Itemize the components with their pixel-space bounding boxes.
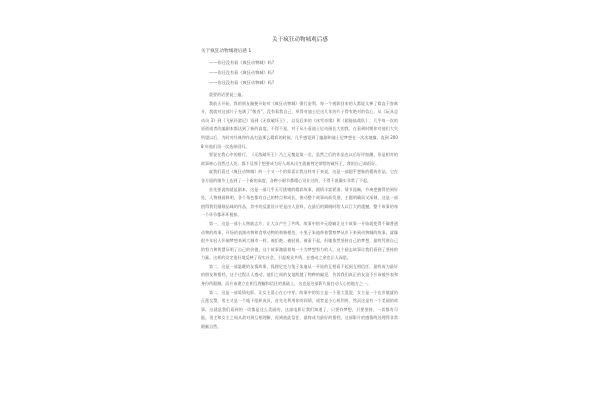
paragraph: 重要的话要说三遍。	[209, 92, 246, 97]
question-line: ——你还没有看《疯狂动物城》吗?	[209, 70, 275, 75]
paragraph: 就我们看过《疯狂动物城》的一个又一个的惊喜让我这样对于来说，这是一部超乎想象的精致作品，它在各方面的细节上达到了一个新的高度，各种小细节都精心设计过的，不得不说确实非常了不起。	[201, 169, 398, 183]
document-page	[195, 0, 405, 400]
document-subtitle: 关于疯狂动物城观后感 1	[201, 49, 252, 54]
paragraph: 首先要说的就是剧本，这是一部几乎无可挑剔的精彩故事，剧情丰富紧凑，情节流畅，节奏把握得恰到好处，人物刻画鲜明，各个角色都有自己的特点和成长，推动整个故事向前发展，主题明确而又深刻，这是一部值得我们细细品味的作品，其中的反派设计更是出人意料，在最后的揭晓时给人以巨大的震撼，整个故事的每一个环节都环环相扣。	[201, 186, 398, 218]
question-line: ——你还没有看《疯狂动物城》吗?	[209, 60, 275, 65]
paragraph: 要说在我心中的排行，《无敌破坏王》乃之无愧是第一名，虽然之后的作品也以后好评如潮，但是相对的故事核心仍然过人处。都不及那个想要成为好人却从出生就被判定带给的破坏王，我的自己却很好。	[201, 152, 398, 166]
paragraph: 第一，这是一部小人物励志片，让大众产生了共鸣。故事中的多元隐喻让这个故事一开始就变得不像普通动物的故事，开场的表演动物和食草动物的和谐相处，小兔子朱迪带着警察梦从乡下来到动物城的故事。就像很多年轻人怀揣梦想来到大城市一样，被拒绝、被轻视、被看不起，但她依然坚持自己的梦想，最终凭借自己的努力和智慧证明了自己的价值，这个故事激励着每一个为梦想努力的人，这个励志故事让我们看到了坚持的力量。这样的设定很好地反映了现实社会，引起观众共鸣，在感动之余也让人深思。	[201, 220, 398, 261]
paragraph: 第二，这是一部爱情电影，让女主爱心在心中芽。故事中的男主是一个很大混混，女主是一个在乡镇就的正派女警，男主又是一个地下组织成员，首先先利用你的同情，或者是小心机利用，然而这是有一个美丽的故事，这就是我们看到的一切都是这么美丽的，这部电影让我们知道了，只要有梦想，只要坚持，一切都有可能。男主和女主之间从敌对到互相理解，再到彼此信任，最终成为最好的搭档，这部影片的感情线处理得非常细腻自然。	[201, 289, 398, 330]
paragraph: 第二，这是一部温暖的友情故事，狐狸尼克与兔子朱迪从一开始的互相看不起到互相信任，最终成为最好的朋友和搭档，这个过程让人感动，他们之间的友谊跨越了物种的偏见，告诉我们真正的友谊不应该被外表和身份所限制，而应该建立在相互理解和信任的基础上，这也是这部影片最打动人心的地方之一。	[201, 263, 398, 287]
paragraph: 我前天开始，我的朋友圈便开始对《疯狂动物城》强行安利，每一个观影回来的人都说太棒了简直不容离开，我就对这部片子充满了“敬畏”，没有看我自己，举得对迪士尼这几年的片子得有绝对的信心，从《玩具总动员 3》到《飞屋环游记》再到《无敌破坏王》，以及后来的《冰雪奇缘》和《超能陆战队》，几乎每一次的原创或者改编剧本都达到了新的高度。不得不说，对于从小看迪士尼动画长大的我，在看到时期你对他们大失所望以后，为时对经典和作品打造那么精彩的时候，几乎感觉到了编剧和迪士尼梦想在一次次地撞，直到 2008 年他们再一次选择回归。	[201, 100, 398, 149]
document-body	[201, 91, 398, 332]
document-title: 关于疯狂动物城观后感	[272, 37, 328, 43]
question-line: ——你还没有看《疯狂动物城》吗?	[209, 80, 275, 85]
